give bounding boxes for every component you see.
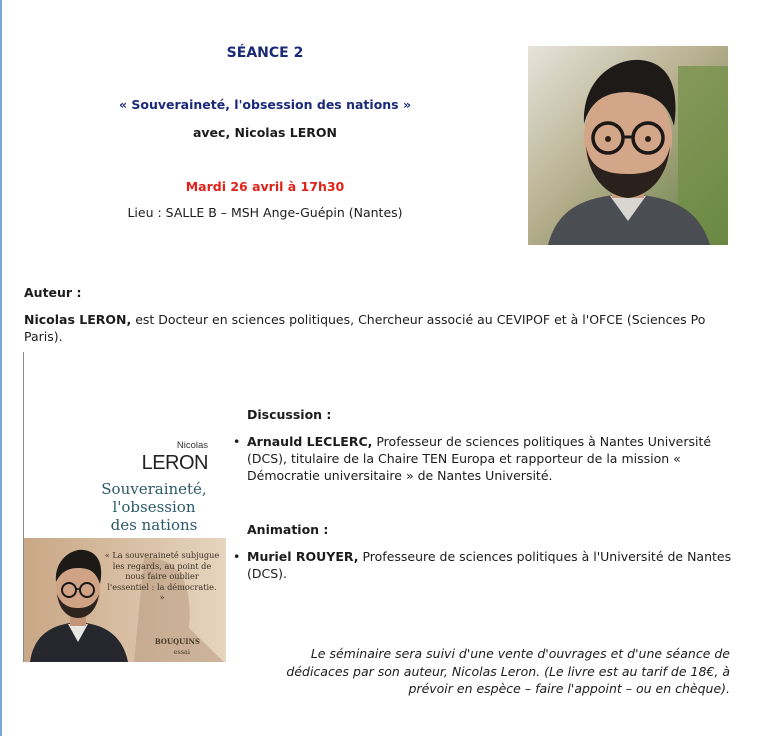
cover-author-last: LERON [141,452,208,474]
bullet-icon: • [233,434,241,449]
portrait-illustration [528,46,728,245]
talk-title: « Souveraineté, l'obsession des nations » [118,97,412,112]
animation-heading: Animation : [247,522,329,537]
author-bio [24,311,724,345]
speaker-line: avec, Nicolas LERON [192,125,338,140]
seance-heading: SÉANCE 2 [226,45,304,61]
event-date: Mardi 26 avril à 17h30 [185,179,345,194]
discussion-item [233,433,733,484]
discussion-heading: Discussion : [247,407,332,422]
book-cover [23,352,226,662]
discussion-item-text [247,433,733,484]
discussant-description: Professeur de sciences politiques à Nantes Université (DCS), titulaire de la Chaire TEN Europa et rapporteur de la mission « Démocratie universitaire » de Nantes Université. [247,434,712,483]
author-bio-text: est Docteur en sciences politiques, Chercheur associé au CEVIPOF et à l'OFCE (Sciences Po Paris). [24,312,706,344]
speaker-portrait-photo [528,46,728,245]
animation-item-text [247,548,733,582]
cover-title-line-2: l'obsession [112,498,196,516]
cover-title-line-1: Souveraineté, [101,480,207,498]
bullet-icon: • [233,549,241,564]
author-heading: Auteur : [24,285,82,300]
animation-item [233,548,733,582]
page-left-rule [0,0,2,736]
animator-name: Muriel ROUYER, [247,549,359,564]
cover-publisher: BOUQUINS [154,637,200,646]
discussant-name: Arnauld LECLERC, [247,434,373,449]
cover-title [84,480,224,534]
animator-description: Professeure de sciences politiques à l'Université de Nantes (DCS). [247,549,732,581]
cover-quote: « La souveraineté subjugue les regards, au point de nous faire oublier l'essentiel : la démocratie. » [104,550,220,602]
event-location: Lieu : SALLE B – MSH Ange-Guépin (Nantes) [127,205,403,220]
cover-author-first: Nicolas [176,440,208,451]
author-name: Nicolas LERON, [24,312,132,327]
cover-title-line-3: des nations [110,516,198,534]
cover-collection: essai [173,648,190,656]
footer-note: Le séminaire sera suivi d'une vente d'ouvrages et d'une séance de dédicaces par son auteur, Nicolas Leron. (Le livre est au tarif de 18€, à prévoir en espèce – faire l'appoint – ou en chèque). [286,646,730,696]
